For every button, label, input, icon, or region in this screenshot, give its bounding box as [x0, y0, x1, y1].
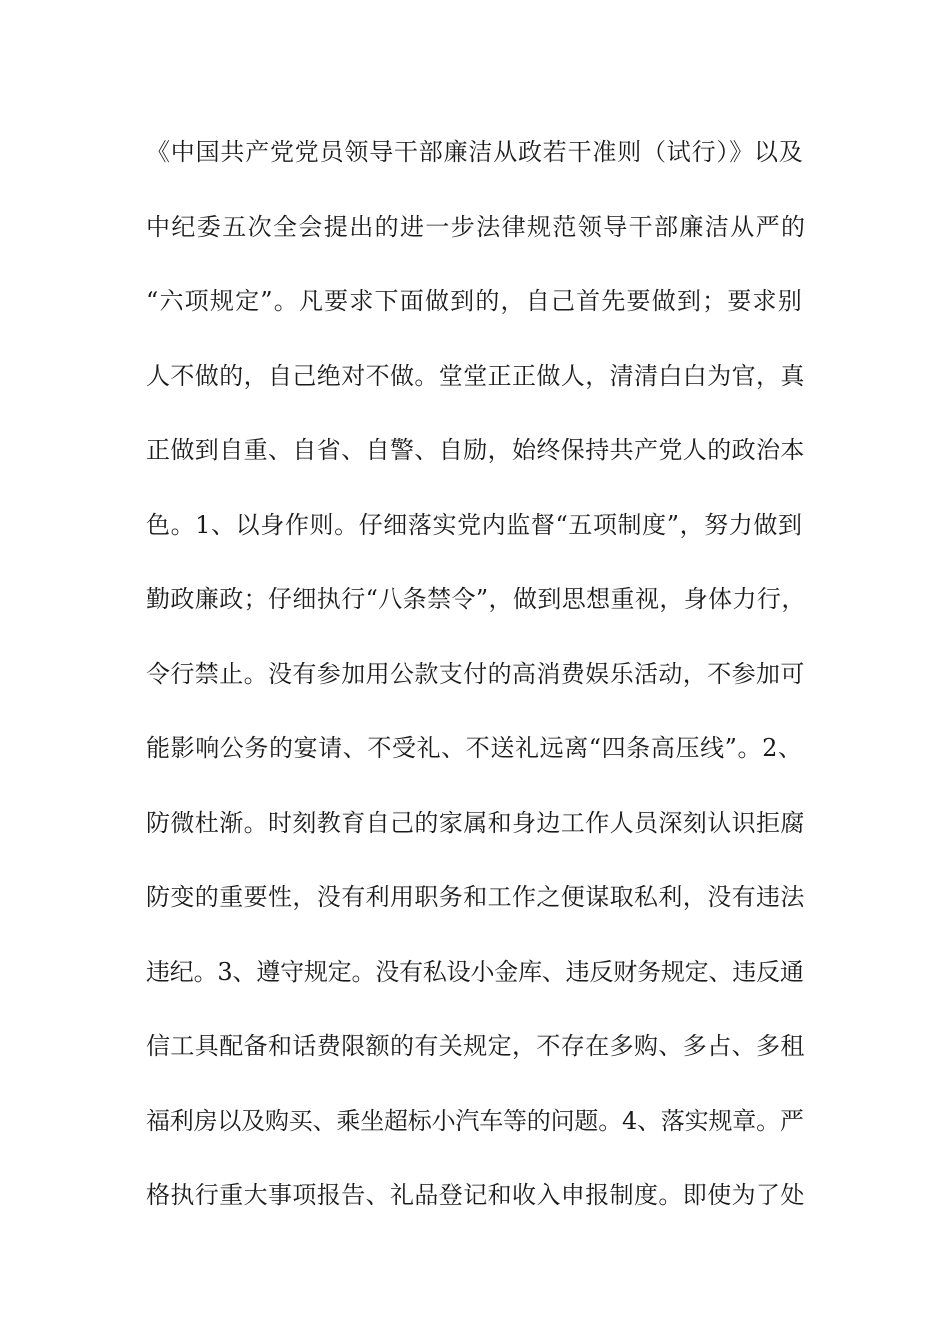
text-line-8: 令行禁止。没有参加用公款支付的高消费娱乐活动，不参加可	[146, 659, 805, 688]
body-text	[146, 128, 806, 1246]
text-line-2: 中纪委五次全会提出的进一步法律规范领导干部廉洁从严的	[146, 212, 807, 241]
text-line-7: 勤政廉政；仔细执行“八条禁令”，做到思想重视，身体力行，	[146, 585, 806, 613]
text-line-5: 正做到自重、自省、自警、自励，始终保持共产党人的政治本	[146, 436, 805, 464]
text-line-6: 色。1、以身作则。仔细落实党内监督“五项制度”，努力做到	[146, 510, 803, 539]
text-line-15: 格执行重大事项报告、礼品登记和收入申报制度。即使为了处	[146, 1181, 805, 1209]
text-line-13: 信工具配备和话费限额的有关规定，不存在多购、多占、多租	[146, 1032, 805, 1060]
text-line-4: 人不做的，自己绝对不做。堂堂正正做人，清清白白为官，真	[146, 361, 805, 390]
text-line-3: “六项规定”。凡要求下面做到的，自己首先要做到；要求别	[146, 287, 803, 315]
text-line-10: 防微杜渐。时刻教育自己的家属和身边工作人员深刻认识拒腐	[146, 808, 805, 837]
text-line-14: 福利房以及购买、乘坐超标小汽车等的问题。4、落实规章。严	[146, 1106, 804, 1135]
text-line-1: 《中国共产党党员领导干部廉洁从政若干准则（试行）》以及	[146, 138, 804, 166]
text-line-9: 能影响公务的宴请、不受礼、不送礼远离“四条高压线”。2、	[146, 734, 803, 762]
text-line-12: 违纪。3、遵守规定。没有私设小金库、违反财务规定、违反通	[146, 957, 804, 986]
text-line-11: 防变的重要性，没有利用职务和工作之便谋取私利，没有违法	[146, 883, 805, 911]
